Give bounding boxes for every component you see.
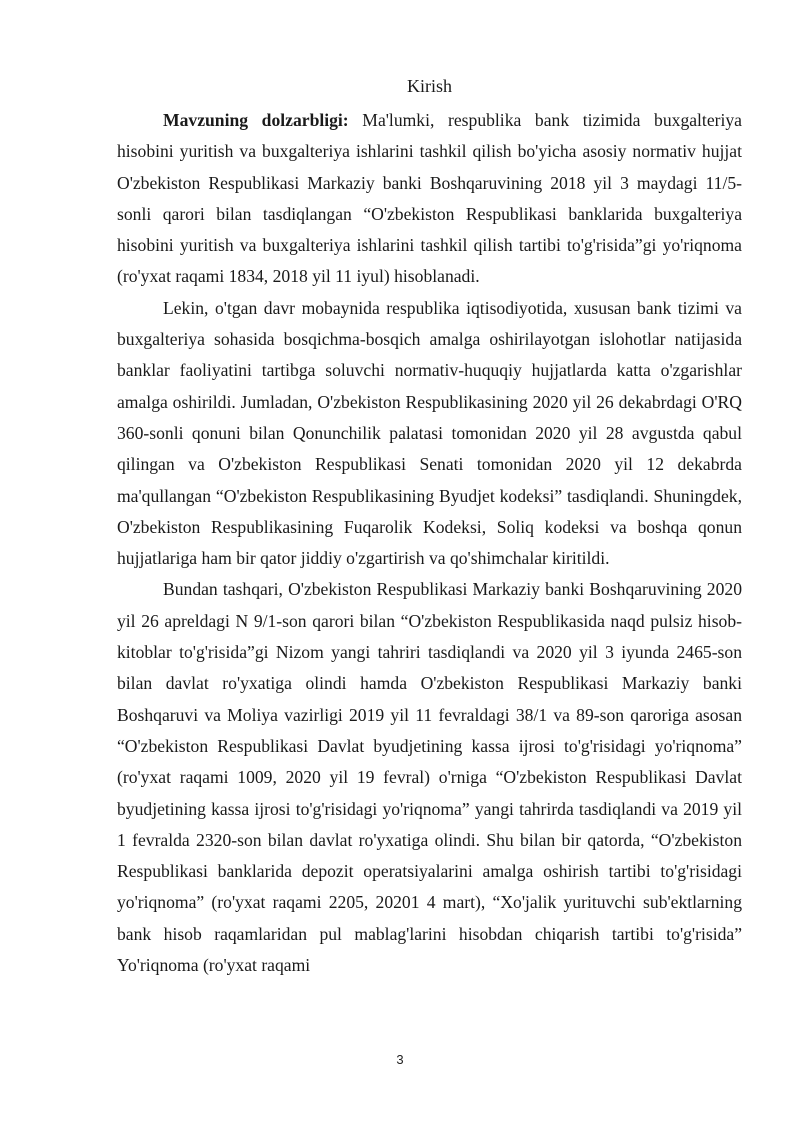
section-heading: Kirish [407, 76, 452, 96]
document-page [117, 74, 742, 981]
paragraph-relevance [117, 105, 742, 293]
page-number: 3 [396, 1052, 404, 1067]
paragraph-lead: Mavzuning dolzarbligi: [163, 110, 349, 130]
paragraph-reforms: Lekin, o'tgan davr mobaynida respublika iqtisodiyotida, xususan bank tizimi va buxgalteriya sohasida bosqichma-bosqich amalga oshirilayotgan islohotlar natijasida banklar faoliyatini tartibga soluvchi normativ-huquqiy hujjatlarda katta o'zgarishlar amalga oshirildi. Jumladan, O'zbekiston Respublikasining 2020 yil 26 dekabrdagi O'RQ 360-sonli qonuni bilan Qonunchilik palatasi tomonidan 2020 yil 28 avgustda qabul qilingan va O'zbekiston Respublikasi Senati tomonidan 2020 yil 12 dekabrda ma'qullangan “O'zbekiston Respublikasining Byudjet kodeksi” tasdiqlandi. Shuningdek, O'zbekiston Respublikasining Fuqarolik Kodeksi, Soliq kodeksi va boshqa qonun hujjatlariga ham bir qator jiddiy o'zgartirish va qo'shimchalar kiritildi. [117, 297, 742, 569]
paragraph-regulations: Bundan tashqari, O'zbekiston Respublikasi Markaziy banki Boshqaruvining 2020 yil 26 apreldagi N 9/1-son qarori bilan “O'zbekiston Respublikasida naqd pulsiz hisob-kitoblar to'g'risida”gi Nizom yangi tahriri tasdiqlandi va 2020 yil 3 iyunda 2465-son bilan davlat ro'yxatiga olindi hamda O'zbekiston Respublikasi Markaziy banki Boshqaruvi va Moliya vazirligi 2019 yil 11 fevraldagi 38/1 va 89-son qaroriga asosan “O'zbekiston Respublikasi Davlat byudjetining kassa ijrosi to'g'risidagi yo'riqnoma” (ro'yxat raqami 1009, 2020 yil 19 fevral) o'rniga “O'zbekiston Respublikasi Davlat byudjetining kassa ijrosi to'g'risidagi yo'riqnoma” yangi tahrirda tasdiqlandi va 2019 yil 1 fevralda 2320-son bilan davlat ro'yxatiga olindi. Shu bilan bir qatorda, “O'zbekiston Respublikasi banklarida depozit operatsiyalarini amalga oshirish tartibi to'g'risidagi yo'riqnoma” (ro'yxat raqami 2205, 20201 4 mart), “Xo'jalik yurituvchi sub'ektlarning bank hisob raqamlaridan pul mablag'larini hisobdan chiqarish tartibi to'g'risida” Yo'riqnoma (ro'yxat raqami [117, 579, 742, 976]
paragraph-text: Ma'lumki, respublika bank tizimida buxgalteriya hisobini yuritish va buxgalteriya ishlarini tashkil qilish bo'yicha asosiy normativ hujjat O'zbekiston Respublikasi Markaziy banki Boshqaruvining 2018 yil 3 maydagi 11/5-sonli qarori bilan tasdiqlangan “O'zbekiston Respublikasi banklarida buxgalteriya hisobini yuritish va buxgalteriya ishlarini tashkil qilish tartibi to'g'risida”gi yo'riqnoma (ro'yxat raqami 1834, 2018 yil 11 iyul) hisoblanadi. [117, 110, 742, 287]
